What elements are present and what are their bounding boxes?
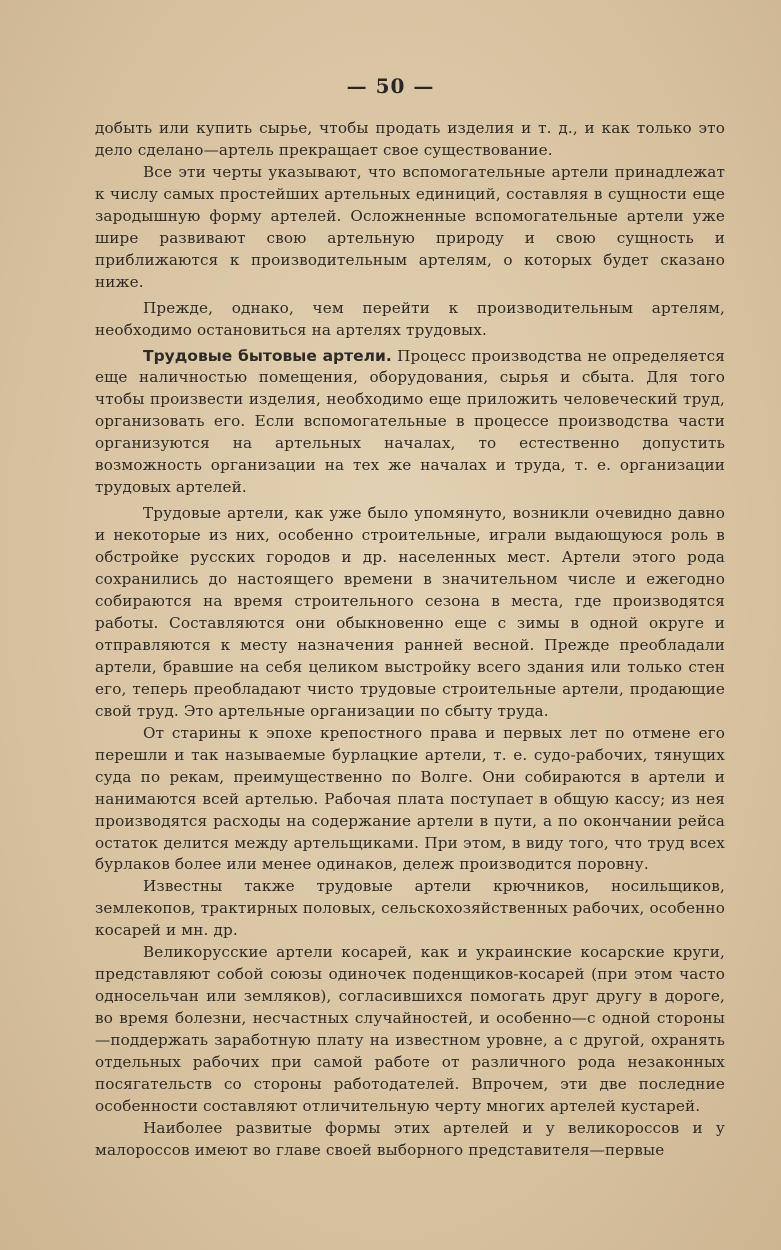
paragraph-4	[95, 346, 725, 500]
paragraph-9: Наиболее развитые формы этих артелей и у великороссов и у малороссов имеют во главе своей выборного представителя—первые	[95, 1118, 725, 1159]
paragraph-2: Все эти черты указывают, что вспомогательные артели принадлежат к числу самых простейших артельных единиций, составляя в сущности еще зародышную форму артелей. Осложненные вспомогательные артели уже шире развивают свою артельную природу и свою сущность и приближаются к производительным артелям, о которых будет сказано ниже.	[95, 162, 725, 291]
paragraph-8: Великорусские артели косарей, как и украинские косарские круги, представляют собой союзы одиночек поденщиков-косарей (при этом часто односельчан или земляков), согласившихся помогать друг другу в дороге, во время болезни, несчастных случайностей, и особенно—с одной стороны—поддержать заработную плату на известном уровне, а с другой, охранять отдельных рабочих при самой работе от различного рода незаконных посягательств со стороны работодателей. Впрочем, эти две последние особенности составляют отличительную черту многих артелей кустарей.	[95, 943, 725, 1115]
paragraph-7: Известны также трудовые артели крючников, носильщиков, землекопов, трактирных половых, сельскохозяйственных рабочих, особенно косарей и мн. др.	[95, 877, 725, 940]
paragraph-5: Трудовые артели, как уже было упомянуто, возникли очевидно давно и некоторые из них, особенно строительные, играли выдающуюся роль в обстройке русских городов и др. населенных мест. Артели этого рода сохранились до настоящего времени в значительном числе и ежегодно собираются на время строительного сезона в места, где производятся работы. Составляются они обыкновенно еще с зимы в одной округе и отправляются к месту назначения ранней весной. Прежде преобладали артели, бравшие на себя целиком выстройку всего здания или только стен его, теперь преобладают чисто трудовые строительные артели, продающие свой труд. Это артельные организации по сбыту труда.	[95, 504, 725, 720]
paragraph-1: добыть или купить сырье, чтобы продать изделия и т. д., и как только это дело сделано—артель прекращает свое существование.	[95, 119, 725, 159]
paragraph-6: От старины к эпохе крепостного права и первых лет по отмене его перешли и так называемые бурлацкие артели, т. е. судо-рабочих, тянущих суда по рекам, преимущественно по Волге. Они собираются в артели и нанимаются всей артелью. Рабочая плата поступает в общую кассу; из нея производятся расходы на содержание артели в пути, а по окончании рейса остаток делится между артельщиками. При этом, в виду того, что труд всех бурлаков более или менее одинаков, дележ производится поровну.	[95, 723, 725, 874]
paragraph-3: Прежде, однако, чем перейти к производительным артелям, необходимо остановиться на артелях трудовых.	[95, 298, 725, 339]
body-text	[95, 118, 725, 1162]
paragraph-4-text: Процесс производства не определяется еще наличностью помещения, оборудования, сырья и сбыта. Для того чтобы произвести изделия, необходимо еще приложить человеческий труд, организовать его. Если вспомогательные в процессе производства части организуются на артельных началах, то естественно допустить возможность организации на тех же началах и труда, т. е. организации трудовых артелей.	[95, 346, 725, 497]
page-number: — 50 —	[346, 74, 435, 98]
section-heading: Трудовые бытовые артели.	[143, 346, 392, 365]
